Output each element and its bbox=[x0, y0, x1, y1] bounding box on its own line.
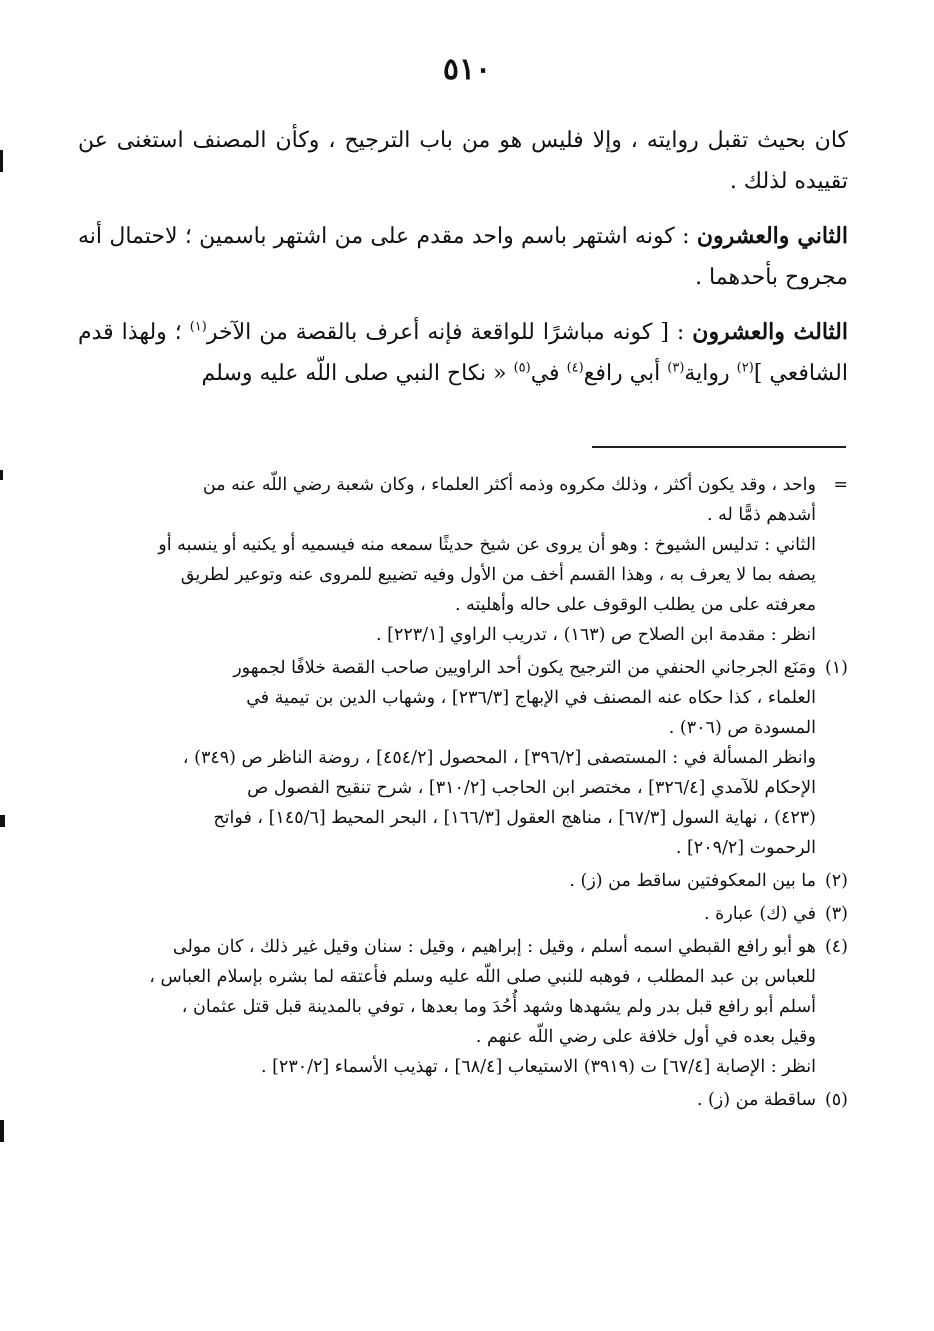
scan-edge-mark bbox=[0, 150, 3, 172]
paragraph-text: أبي رافع bbox=[583, 361, 668, 386]
footnote-line: ومَنَع الجرجاني الحنفي من الترجيح يكون أحد الراويين صاحب القصة خلافًا لجمهور bbox=[233, 658, 816, 678]
main-paragraph-1 bbox=[78, 120, 848, 202]
footnote-ref-5: (٥) bbox=[513, 360, 531, 376]
footnote-line: ساقطة من (ز) . bbox=[696, 1090, 816, 1110]
footnote-number: (٥) bbox=[824, 1090, 848, 1110]
paragraph-text: « نكاح النبي صلى اللّه عليه وسلم bbox=[201, 361, 514, 386]
footnote-ref-3: (٣) bbox=[667, 360, 685, 376]
footnote-line: انظر : مقدمة ابن الصلاح ص (١٦٣) ، تدريب الراوي [٢٢٣/١] . bbox=[376, 625, 816, 645]
paragraph-text: كان بحيث تقبل روايته ، وإلا فليس هو من باب الترجيح ، وكأن المصنف استغنى عن تقييده لذلك . bbox=[78, 128, 848, 194]
paragraph-text: : كونه اشتهر باسم واحد مقدم على من اشتهر باسمين ؛ لاحتمال أنه مجروح بأحدهما . bbox=[78, 224, 848, 290]
footnote-line: الثاني : تدليس الشيوخ : وهو أن يروى عن شيخ حديثًا سمعه منه فيسميه أو يكنيه أو ينسبه أو bbox=[158, 535, 816, 555]
footnote-4 bbox=[78, 932, 848, 1082]
page-number: ٥١٠ bbox=[442, 52, 492, 87]
footnote-line: وقيل بعده في أول خلافة على رضي اللّه عنهم . bbox=[475, 1027, 816, 1047]
footnote-number: (١) bbox=[824, 658, 848, 678]
footnote-line: هو أبو رافع القبطي اسمه أسلم ، وقيل : إبراهيم ، وقيل : سنان وقيل غير ذلك ، كان مولى bbox=[172, 937, 816, 957]
footnote-ref-1: (١) bbox=[189, 319, 207, 335]
footnote-line: (٤٢٣) ، نهاية السول [٦٧/٣] ، مناهج العقول [١٦٦/٣] ، البحر المحيط [١٤٥/٦] ، فواتح bbox=[213, 808, 816, 828]
footnote-1 bbox=[78, 653, 848, 863]
footnote-2 bbox=[78, 866, 848, 896]
footnote-line: الرحموت [٢٠٩/٢] . bbox=[675, 838, 816, 858]
footnote-line: في (ك) عبارة . bbox=[704, 904, 816, 924]
footnote-number: (٣) bbox=[824, 904, 848, 924]
footnote-line: أسلم أبو رافع قبل بدر ولم يشهدها وشهد أُحُدَ وما بعدها ، توفي بالمدينة قبل قتل عثمان ، bbox=[181, 997, 816, 1017]
scan-edge-mark bbox=[0, 815, 5, 827]
footnote-line: ما بين المعكوفتين ساقط من (ز) . bbox=[569, 871, 816, 891]
footnote-line: العلماء ، كذا حكاه عنه المصنف في الإبهاج [٢٣٦/٣] ، وشهاب الدين بن تيمية في bbox=[246, 688, 816, 708]
paragraph-heading: الثالث والعشرون bbox=[692, 319, 848, 345]
paragraph-text: في bbox=[530, 361, 567, 386]
footnote-number: (٢) bbox=[824, 871, 848, 891]
main-text bbox=[78, 120, 848, 408]
footnote-line: المسودة ص (٣٠٦) . bbox=[668, 718, 816, 738]
footnote-line: للعباس بن عبد المطلب ، فوهبه للنبي صلى اللّه عليه وسلم فأعتقه لما بشره بإسلام العباس ، bbox=[149, 967, 816, 987]
footnote-3 bbox=[78, 899, 848, 929]
footnote-ref-2: (٢) bbox=[736, 360, 754, 376]
footnote-5 bbox=[78, 1085, 848, 1115]
footnote-line: معرفته على من يطلب الوقوف على حاله وأهليته . bbox=[454, 595, 816, 615]
paragraph-text: : [ كونه مباشرًا للواقعة فإنه أعرف بالقصة من الآخر bbox=[206, 320, 693, 345]
footnote-line: الإحكام للآمدي [٣٢٦/٤] ، مختصر ابن الحاجب [٣١٠/٢] ، شرح تنقيح الفصول ص bbox=[247, 778, 816, 798]
footnote-line: واحد ، وقد يكون أكثر ، وذلك مكروه وذمه أكثر العلماء ، وكان شعبة رضي اللّه عنه من bbox=[202, 475, 816, 495]
main-paragraph-2 bbox=[78, 216, 848, 298]
footnote-separator bbox=[592, 446, 846, 448]
footnote-ref-4: (٤) bbox=[566, 360, 584, 376]
footnotes bbox=[78, 470, 848, 1118]
footnote-line: وانظر المسألة في : المستصفى [٣٩٦/٢] ، المحصول [٤٥٤/٢] ، روضة الناظر ص (٣٤٩) ، bbox=[182, 748, 816, 768]
footnote-line: أشدهم ذمًّا له . bbox=[706, 505, 816, 525]
scan-edge-mark bbox=[0, 1120, 4, 1142]
main-paragraph-3 bbox=[78, 312, 848, 394]
footnote-number: (٤) bbox=[824, 937, 848, 957]
paragraph-heading: الثاني والعشرون bbox=[696, 223, 849, 249]
footnote-line: انظر : الإصابة [٦٧/٤] ت (٣٩١٩) الاستيعاب [٦٨/٤] ، تهذيب الأسماء [٢٣٠/٢] . bbox=[260, 1057, 816, 1077]
footnote-continuation bbox=[78, 470, 848, 650]
paragraph-text: ؛ ولهذا قدم الشافعي ] bbox=[78, 320, 848, 386]
paragraph-text: رواية bbox=[684, 361, 737, 386]
footnote-line: يصفه بما لا يعرف به ، وهذا القسم أخف من الأول وفيه تضييع للمروى عنه وتوعير لطريق bbox=[180, 565, 816, 585]
scan-edge-mark bbox=[0, 470, 3, 480]
footnote-marker: = bbox=[833, 475, 848, 495]
